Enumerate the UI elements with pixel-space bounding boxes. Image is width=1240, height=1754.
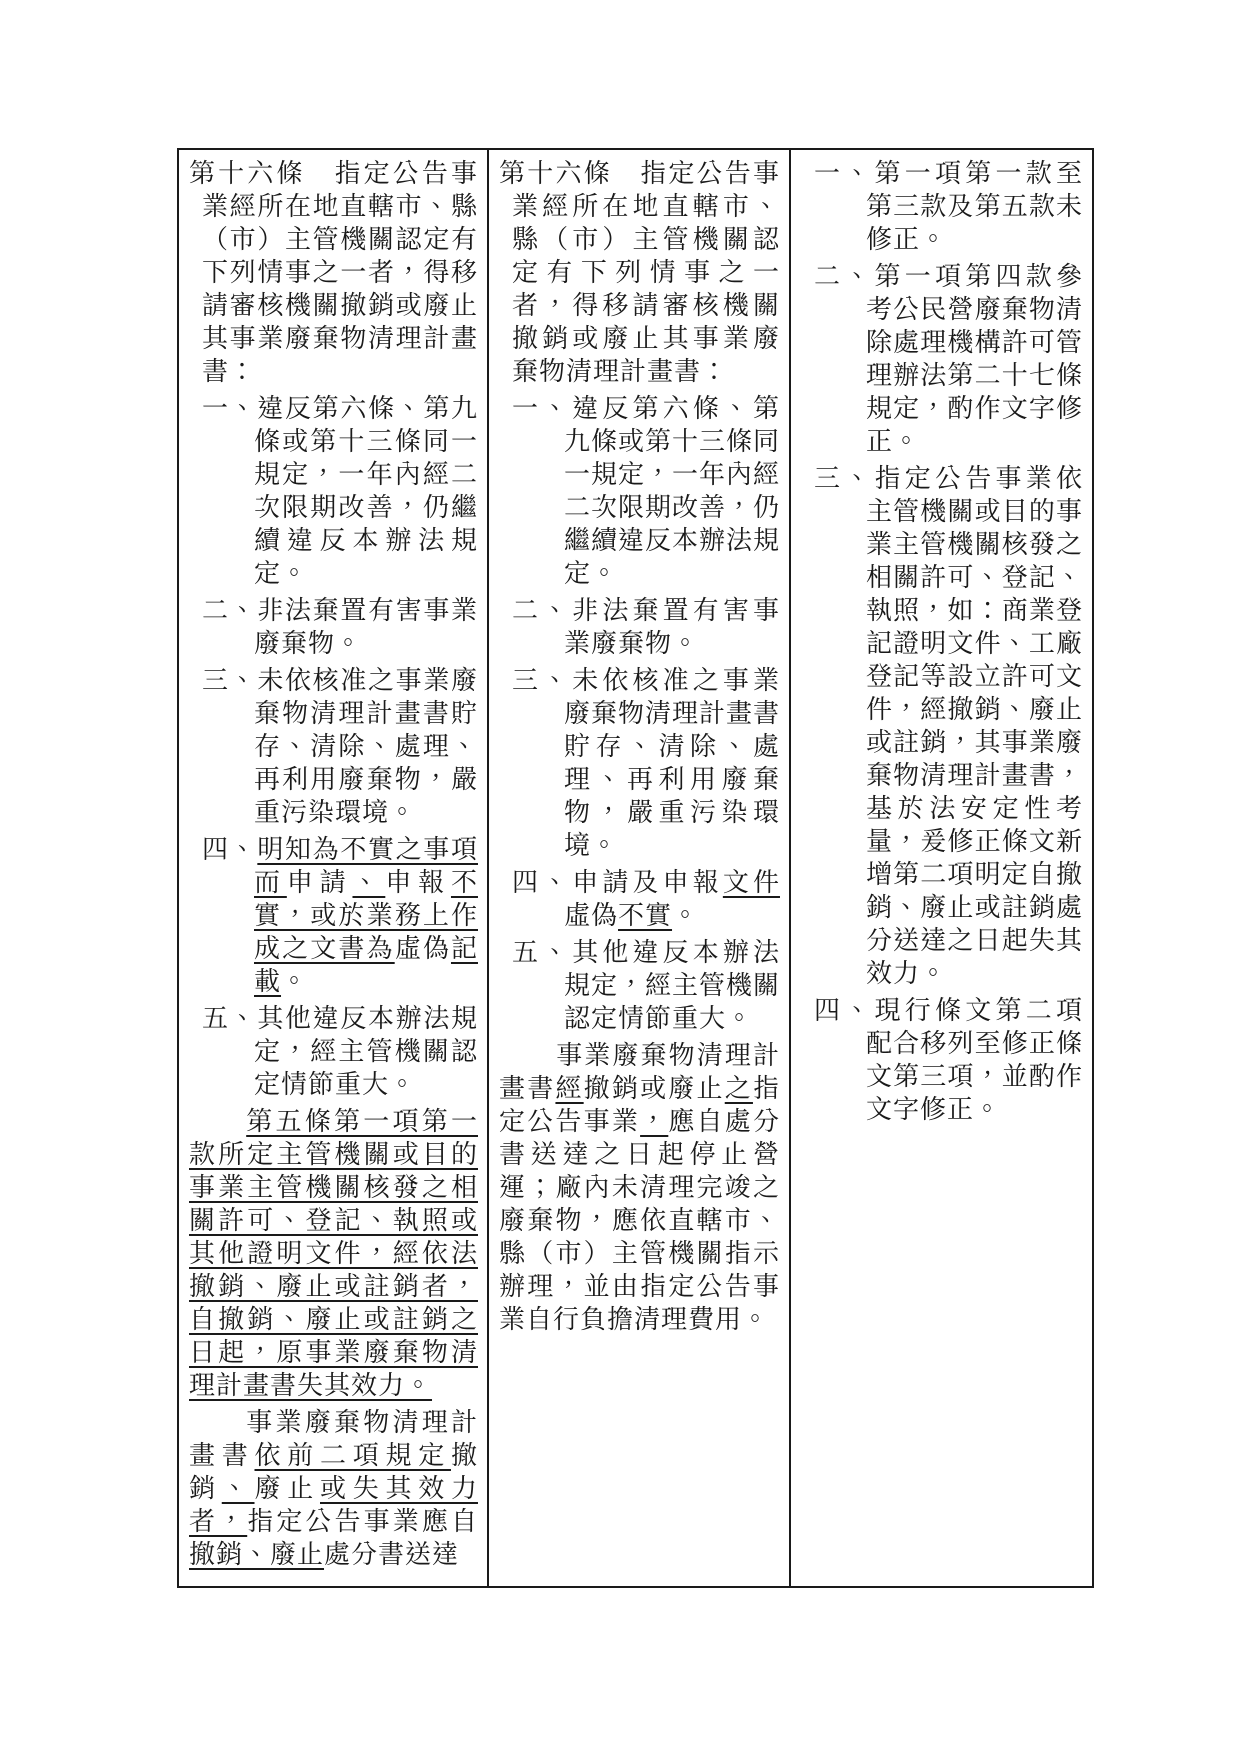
text-segment: 四、現行條文第二項配合移列至修正條文第三項，並酌作文字修正。 (814, 996, 1083, 1125)
text-block-para (189, 1407, 478, 1572)
text-segment: 事業廢棄物清理計畫書 (189, 1408, 478, 1471)
text-segment: 二、第一項第四款參考公民營廢棄物清除處理機構許可管理辦法第二十七條規定，酌作文字修正。 (814, 262, 1083, 457)
text-segment: 一、違反第六條、第九條或第十三條同一規定，一年內經二次限期改善，仍繼續違反本辦法規定。 (202, 394, 478, 589)
text-segment: 撤銷 (189, 1441, 478, 1504)
text-segment: 申報 (385, 868, 451, 898)
text-block-item (801, 261, 1083, 459)
text-block-article (499, 158, 780, 389)
text-segment: 三、未依核准之事業廢棄物清理計畫書貯存、清除、處理、再利用廢棄物，嚴重污染環境。 (512, 666, 781, 861)
text-segment: 申請 (286, 868, 353, 898)
text-segment: 。 (281, 967, 309, 997)
text-segment: 指定公告事業應自 (247, 1507, 478, 1537)
text-block-item (189, 1003, 478, 1102)
underlined-text-segment: 不實 (618, 901, 673, 931)
text-block-item (499, 937, 780, 1036)
text-segment: 虛偽 (564, 901, 619, 931)
text-block-para (499, 1040, 780, 1337)
underlined-text-segment: 文件 (722, 868, 780, 898)
text-block-item (189, 834, 478, 999)
underlined-text-segment: 經 (555, 1074, 584, 1104)
underlined-text-segment: 不實，或於業務上作成之文書為 (254, 868, 478, 964)
underlined-text-segment: 、 (352, 868, 386, 898)
text-segment: 廢止 (254, 1474, 320, 1504)
text-segment: 處分書送達 (324, 1540, 460, 1570)
text-block-item (801, 158, 1083, 257)
text-segment: 第十六條 指定公告事業經所在地直轄市、縣（市）主管機關認定有下列情事之一者，得移請審核機關撤銷或廢止其事業廢棄物清理計畫書： (189, 159, 478, 387)
text-block-article (189, 158, 478, 389)
text-segment: 事業廢棄物清理計畫書 (499, 1041, 780, 1104)
underlined-text-segment: 依前二項規定 (254, 1441, 451, 1471)
text-segment: 應自處分書送達之日起停止營運；廠內未清理完竣之廢棄物，應依直轄市、縣（市）主管機關指示辦理，並由指定公告事業自行負擔清理費用。 (499, 1107, 780, 1335)
text-segment: 二、非法棄置有害事業廢棄物。 (512, 596, 780, 659)
text-block-item (801, 995, 1083, 1127)
underlined-text-segment: ， (640, 1107, 669, 1137)
underlined-text-segment: 記載 (254, 934, 478, 997)
column-amended-article (179, 150, 487, 1586)
text-segment: 一、違反第六條、第九條或第十三條同一規定，一年內經二次限期改善，仍繼續違反本辦法規定。 (512, 394, 781, 589)
text-block-item (499, 867, 780, 933)
text-block-item (499, 595, 780, 661)
underlined-text-segment: 或失其效力者， (189, 1474, 478, 1537)
text-segment: 三、未依核准之事業廢棄物清理計畫書貯存、清除、處理、再利用廢棄物，嚴重污染環境。 (202, 666, 478, 828)
text-segment: 第十六條 指定公告事業經所在地直轄市、縣（市）主管機關認定有下列情事之一者，得移請審核機關撤銷或廢止其事業廢棄物清理計畫書： (499, 159, 780, 387)
column-current-article (487, 150, 789, 1586)
text-block-para (189, 1106, 478, 1403)
text-segment: 五、其他違反本辦法規定，經主管機關認定情節重大。 (202, 1004, 478, 1100)
underlined-text-segment: 、 (221, 1474, 255, 1504)
text-segment: 二、非法棄置有害事業廢棄物。 (202, 596, 478, 659)
underlined-text-segment: 之 (724, 1074, 753, 1104)
underlined-text-segment: 明知為不實之事項而 (254, 835, 478, 898)
text-block-item (801, 463, 1083, 991)
underlined-text-segment: 撤銷、廢止 (189, 1540, 325, 1570)
text-block-item (499, 393, 780, 591)
underlined-text-segment: 第五條第一項第一款所定主管機關或目的事業主管機關核發之相關許可、登記、執照或其他證明文件，經依法撤銷、廢止或註銷者，自撤銷、廢止或註銷之日起，原事業廢棄物清理計畫書失其效力。 (189, 1107, 478, 1401)
text-block-item (499, 665, 780, 863)
text-segment: 五、其他違反本辦法規定，經主管機關認定情節重大。 (512, 938, 781, 1034)
text-segment: 三、指定公告事業依主管機關或目的事業主管機關核發之相關許可、登記、執照，如：商業登記證明文件、工廠登記等設立許可文件，經撤銷、廢止或註銷，其事業廢棄物清理計畫書，基於法安定性考量，爰修正條文新增第二項明定自撤銷、廢止或註銷處分送達之日起失其效力。 (814, 464, 1083, 989)
text-segment: 四、 (202, 835, 258, 865)
text-block-item (189, 665, 478, 830)
text-block-item (189, 595, 478, 661)
comparison-table (177, 148, 1094, 1588)
text-segment: 虛偽 (394, 934, 451, 964)
text-block-item (189, 393, 478, 591)
text-segment: 指定公告事業 (499, 1074, 780, 1137)
text-segment: 四、申請及申報 (512, 868, 723, 898)
text-segment: 撤銷或廢止 (583, 1074, 725, 1104)
text-segment: 。 (672, 901, 700, 931)
column-explanation (789, 150, 1092, 1586)
text-segment: 一、第一項第一款至第三款及第五款未修正。 (814, 159, 1083, 255)
